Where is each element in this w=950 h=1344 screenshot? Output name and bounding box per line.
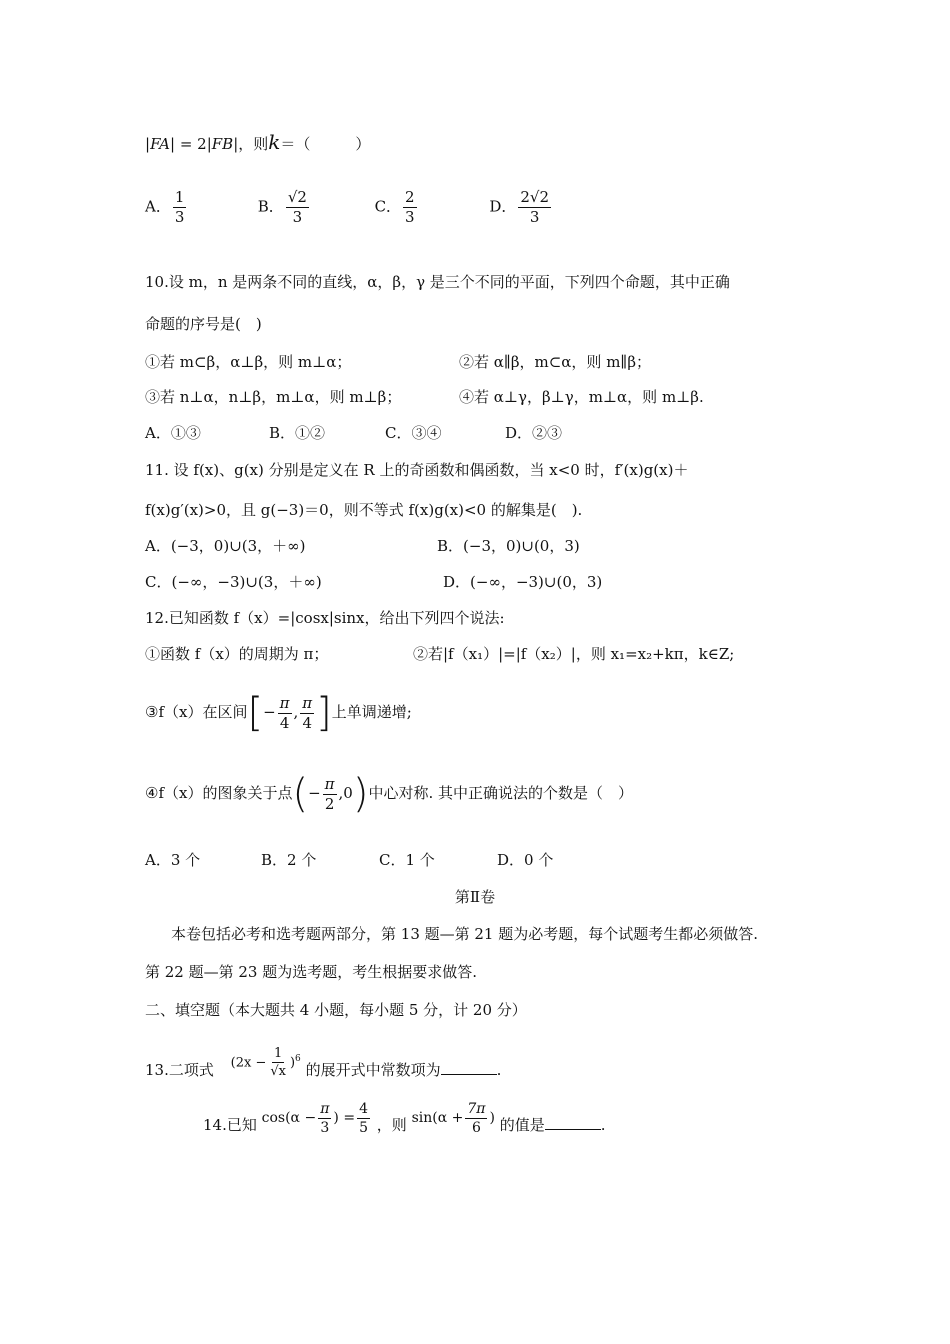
option-c: C．(−∞，−3)∪(3，＋∞) — [145, 573, 322, 591]
q11-options-row1 — [145, 536, 580, 556]
equation-mid: | = 2| — [170, 135, 212, 153]
proposition-1: ①若 m⊂β，α⊥β，则 m⊥α； — [145, 353, 352, 371]
q12-statements-row1 — [145, 644, 734, 664]
q9-condition — [145, 132, 370, 154]
option-c: C．1 个 — [379, 851, 435, 869]
var-k: k — [268, 130, 281, 154]
fraction: $\frac{4}{5}$ — [359, 1100, 368, 1136]
q12-options — [145, 850, 553, 870]
q10-props-row2 — [145, 387, 704, 407]
option-a: A．(−3，0)∪(3，＋∞) — [145, 537, 306, 555]
q13: 13.二项式 (2x − $\frac{1}{√x}$ )$^6$ 的展开式中常数项为 . — [145, 1044, 501, 1098]
q12-stem: 12.已知函数 f（x）=|cosx|sinx，给出下列四个说法: — [145, 609, 505, 627]
q11-stem-line1: 11. 设 f(x)、g(x) 分别是定义在 R 上的奇函数和偶函数，当 x<0 时，f′(x)g(x)＋ — [145, 461, 689, 479]
q9-options — [145, 190, 553, 225]
option-b: B．2 个 — [261, 851, 317, 869]
bracket-left: [ — [247, 690, 264, 736]
paren-left: ( — [292, 771, 309, 817]
option-b: B．①② — [269, 424, 326, 442]
sin-expression: sin(α + $\frac{7\pi}{6}$ ) — [411, 1100, 495, 1136]
q12-statement-3: ③f（x）在区间[− $\frac{\pi}{4}$ , $\frac{\pi}{4}$ ]上单调递增; — [145, 690, 412, 736]
option-b: B． $\frac{√2}{3}$ — [257, 188, 307, 226]
q14: 14.已知 cos(α − $\frac{\pi}{3}$ ) = $\frac{4}{5}$ ，则 sin(α + $\frac{7\pi}{6}$ ) 的值是 . — [203, 1102, 606, 1149]
q9-text: ，则 — [238, 135, 269, 153]
binomial-expression: (2x − $\frac{1}{√x}$ )$^6$ — [230, 1046, 301, 1080]
option-c: C． $\frac{2}{3}$ — [374, 188, 415, 226]
fraction: $\frac{\pi}{3}$ — [320, 1100, 330, 1136]
section-heading: 二、填空题（本大题共 4 小题，每小题 5 分，计 20 分） — [145, 1001, 527, 1019]
q11-options-row2 — [145, 572, 602, 592]
fraction: $\frac{1}{√x}$ — [270, 1046, 286, 1080]
part2-intro-line2: 第 22 题—第 23 题为选考题，考生根据要求做答. — [145, 963, 478, 981]
fraction: $\frac{√2}{3}$ — [287, 188, 307, 226]
statement-1: ①函数 f（x）的周期为 π； — [145, 645, 329, 663]
option-b: B．(−3，0)∪(0，3) — [437, 537, 580, 555]
fraction: $\frac{1}{3}$ — [174, 188, 185, 226]
fraction: $\frac{7\pi}{6}$ — [467, 1100, 486, 1136]
vector-fb: FB — [211, 135, 234, 153]
q11-stem-line2: f(x)g′(x)>0，且 g(−3)＝0，则不等式 f(x)g(x)<0 的解集是( ). — [145, 501, 583, 519]
proposition-2: ②若 α∥β，m⊂α，则 m∥β； — [459, 353, 652, 371]
proposition-3: ③若 n⊥α，n⊥β，m⊥α，则 m⊥β； — [145, 388, 402, 406]
q12-statement-4: ④f（x）的图象关于点(− $\frac{\pi}{2}$ ,0)中心对称. 其中正确说法的个数是（ ） — [145, 771, 633, 817]
q10-stem-line1: 10.设 m，n 是两条不同的直线，α，β，γ 是三个不同的平面，下列四个命题，其中正确 — [145, 273, 730, 291]
option-d: D．(−∞，−3)∪(0，3) — [443, 573, 603, 591]
cos-expression: cos(α − $\frac{\pi}{3}$ ) = $\frac{4}{5}$ — [261, 1100, 368, 1136]
option-a: A． $\frac{1}{3}$ — [145, 188, 185, 226]
answer-blank[interactable] — [441, 1060, 497, 1075]
bracket-right: ] — [316, 690, 332, 736]
q10-props-row1 — [145, 352, 651, 372]
fraction: $\frac{\pi}{4}$ — [279, 693, 290, 732]
proposition-4: ④若 α⊥γ，β⊥γ，m⊥α，则 m⊥β. — [459, 388, 704, 406]
fraction: $\frac{\pi}{4}$ — [302, 693, 313, 732]
option-d: D． $\frac{2√2}{3}$ — [489, 188, 550, 226]
part2-intro-line1: 本卷包括必考和选考题两部分，第 13 题—第 21 题为必考题，每个试题考生都必须做答. — [171, 925, 759, 943]
fraction: $\frac{\pi}{2}$ — [324, 774, 335, 813]
option-c: C．③④ — [385, 424, 442, 442]
vector-fa: FA — [150, 135, 170, 153]
statement-2: ②若|f（x₁）|=|f（x₂）|，则 x₁=x₂+kπ，k∈Z; — [413, 645, 735, 663]
option-d: D．0 个 — [497, 851, 554, 869]
option-a: A．①③ — [145, 424, 201, 442]
paren-right: ) — [352, 771, 369, 817]
q10-options — [145, 423, 562, 443]
abs-bar: | — [233, 135, 239, 153]
fraction: $\frac{2√2}{3}$ — [520, 188, 550, 226]
q10-stem-line2: 命题的序号是( ) — [145, 315, 262, 333]
abs-bar: | — [145, 135, 151, 153]
option-a: A．3 个 — [145, 851, 201, 869]
q9-answer-paren: ＝（ ） — [280, 135, 371, 153]
answer-blank[interactable] — [545, 1115, 601, 1130]
fraction: $\frac{2}{3}$ — [405, 188, 415, 226]
option-d: D．②③ — [505, 424, 563, 442]
part2-title: 第Ⅱ卷 — [454, 888, 496, 906]
